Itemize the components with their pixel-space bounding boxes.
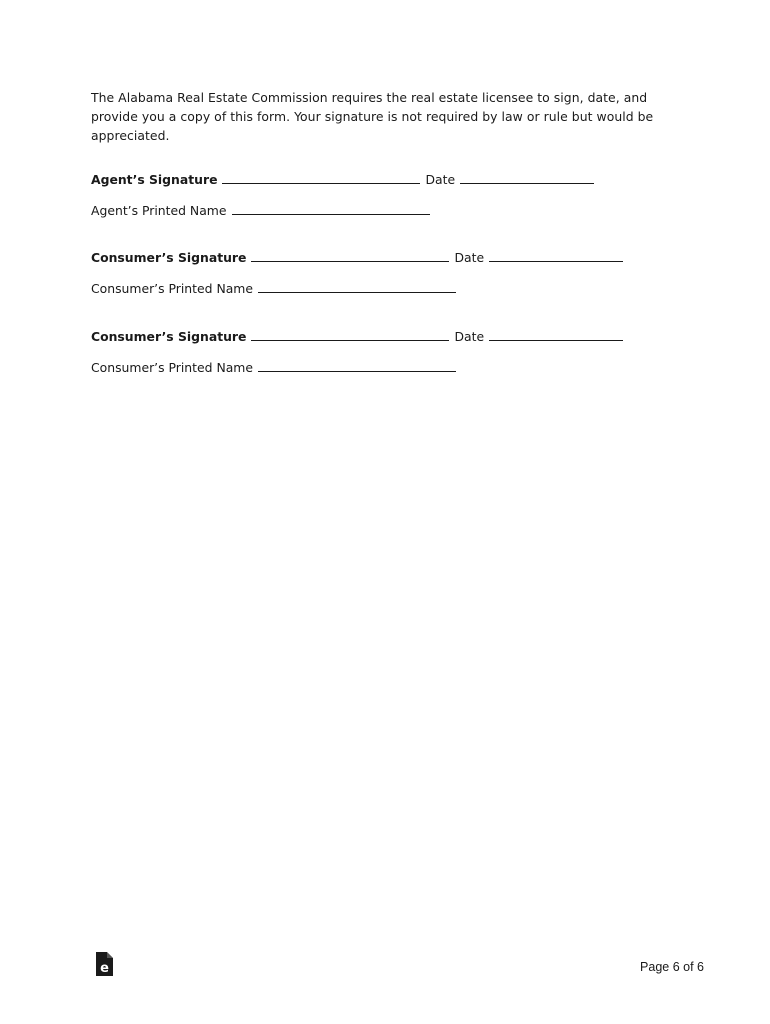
agent-signature-row xyxy=(91,170,599,189)
consumer-2-printed-name-field[interactable] xyxy=(258,358,456,372)
agent-signature-field[interactable] xyxy=(222,170,420,184)
consumer-2-printed-name-label: Consumer’s Printed Name xyxy=(91,360,253,375)
consumer-1-date-field[interactable] xyxy=(489,248,623,262)
consumer-1-signature-row xyxy=(91,248,628,267)
agent-date-label: Date xyxy=(425,172,456,187)
agent-printed-name-row xyxy=(91,201,435,220)
consumer-2-date-field[interactable] xyxy=(489,327,623,341)
document-e-icon xyxy=(95,952,113,976)
svg-text:e: e xyxy=(100,961,109,976)
consumer-1-signature-field[interactable] xyxy=(251,248,449,262)
consumer-2-signature-field[interactable] xyxy=(251,327,449,341)
agent-printed-name-label: Agent’s Printed Name xyxy=(91,203,227,218)
consumer-1-date-label: Date xyxy=(454,250,485,265)
consumer-2-printed-name-row xyxy=(91,358,461,377)
agent-printed-name-field[interactable] xyxy=(232,201,430,215)
consumer-1-signature-label: Consumer’s Signature xyxy=(91,250,247,265)
consumer-1-printed-name-label: Consumer’s Printed Name xyxy=(91,281,253,296)
consumer-2-signature-label: Consumer’s Signature xyxy=(91,329,247,344)
consumer-1-printed-name-row xyxy=(91,279,461,298)
consumer-1-printed-name-field[interactable] xyxy=(258,279,456,293)
consumer-2-signature-row xyxy=(91,327,628,346)
agent-date-field[interactable] xyxy=(460,170,594,184)
page-number: Page 6 of 6 xyxy=(640,960,704,974)
consumer-2-date-label: Date xyxy=(454,329,485,344)
intro-paragraph: The Alabama Real Estate Commission requires the real estate licensee to sign, date, and provide you a copy of this form. Your signature is not required by law or rule but would be appreciated. xyxy=(91,90,654,143)
agent-signature-label: Agent’s Signature xyxy=(91,172,218,187)
